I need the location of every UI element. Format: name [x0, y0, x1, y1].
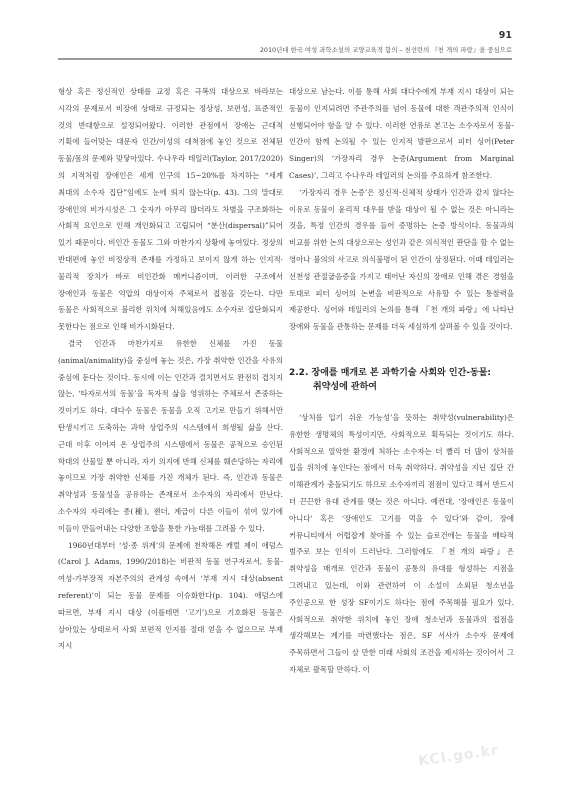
section-heading: [289, 366, 514, 394]
page-number: 91: [498, 30, 512, 41]
header-rule: [58, 58, 512, 60]
paragraph: 결국 인간과 마찬가지로 유한한 신체를 가진 동물(animal/animality)을 중심에 놓는 것은, 가장 취약한 인간을 사유의 중심에 둔다는 것이다. 동시에 이는 인간과 결치면서도 완전히 겹치지 않는, ‘타자로서의 동물’을 독자적 삶을 영위하는 주체로서 존중하는 것이기도 하다. 대다수 동물은 동물을 오직 고기로 만들기 위해서만 탄생시키고 도축하는 과학 상업주의 시스템에서 희생될 삶을 산다. 근대 이후 이어져 온 상업주의 시스템에서 동물은 공적으로 승인된 학대의 산물일 뿐 아니라, 자기 의지에 반해 신체를 훼손당하는 자리에 놓이므로 가장 취약한 신체를 가진 개체가 된다. 즉, 인간과 동물은 취약성과 동물성을 공유하는 존재로서 소수자의 자리에서 만난다. 소수자의 자리에는 종(種), 젠더, 계급이 다른 이들이 섞여 있기에 이들이 만들어내는 다양한 조합을 통한 가능태를 그려볼 수 있다.: [58, 338, 283, 533]
paragraph: ‘상처를 입기 쉬운 가능성’을 뜻하는 취약성(vulnerability)은 유한한 생명체의 특성이지만, 사회적으로 획득되는 것이기도 하다. 사회적으로 열악한 환경에 처하는 소수자는 더 빨리 더 많이 상처를 입을 위치에 놓인다는 점에서 더욱 취약하다. 취약성을 지닌 집단 간 이해관계가 충돌되기도 하므로 소수자끼리 점점이 있다고 해서 반드시 더 끈끈한 유대 관계를 맺는 것은 아니다. 예컨대, ‘장애인은 동물이 아니다’ 혹은 ‘장애인도 고기를 먹을 수 있다’와 같이, 장애 커뮤니티에서 어렵잡게 찾아볼 수 있는 슬로건에는 동물을 배타적 범주로 보는 인식이 드러난다. 그러함에도 『천 개의 파랑』은 취약성을 매개로 인간과 동물이 공통의 유대를 형성하는 지점을 그려내고 있는데, 이와 관련하여 이 소설이 소외된 청소년을 주인공으로 한 성장 SF이기도 하다는 점에 주목해볼 필요가 있다. 사회적으로 취약한 위치에 놓인 장애 청소년과 동물과의 접점을 생각해보는 계기를 마련했다는 점은, SF 서사가 소수자 문제에 주목하면서 그들이 살 만한 미래 사회의 조건을 제시하는 것이어서 그 자체로 괄목할 만하다. 이: [289, 412, 514, 674]
section-heading-line: 2.2. 장애를 매개로 본 과학기술 사회와 인간-동물:: [289, 367, 491, 378]
paragraph: ‘가장자리 경우 논증’은 정신적·신체적 상태가 인간과 같지 않다는 이유로 동물이 윤리적 대우를 받을 대상이 될 수 없는 것은 아니라는 것을, 특정 인간의 경우를 들어 증명하는 논증 방식이다. 동물과의 비교를 위한 논의 대상으로는 성인과 같은 의식적인 판단을 할 수 없는 영아나 불의의 사고로 의식불명이 된 인간이 상정된다. 이때 테일러는 선천성 관절굽음증을 가지고 태어난 자신의 장애로 인해 겪은 경험을 토대로 피터 싱어의 논변을 비판적으로 사유할 수 있는 통찰력을 제공한다. 싱어와 테일러의 논의를 통해 『천 개의 파랑』에 나타난 장애와 동물을 관통하는 문제를 더욱 세심하게 살펴볼 수 있을 것이다.: [289, 187, 514, 332]
paragraph: 대상으로 남는다. 이를 통해 사회 대다수에게 부재 지시 대상이 되는 동물이 인지되려면 주관주의를 넘어 동물에 대한 객관주의적 인식이 선행되어야 함을 알 수 있다. 이러한 연유로 본고는 소수자로서 동물-인간이 함께 논의될 수 있는 인지적 발판으로서 피터 싱어(Peter Singer)의 ‘가장자리 경우 논증(Argument from Marginal Cases)’, 그리고 수나우라 테일러의 논의를 주요하게 참조한다.: [289, 87, 514, 180]
watermark: KCI.go.kr: [417, 742, 500, 770]
paragraph: 형상 혹은 정신적인 상태를 교정 혹은 극복의 대상으로 바라보는 시각의 문제로서 비장애 상태로 규정되는 정상성, 보편성, 표준적인 것의 반대항으로 설정되어왔다. 이러한 관점에서 장애는 근대적 기획에 들어맞는 대문자 인간/이성의 대척점에 놓인 것으로 전체된 동물/몸의 문제와 맞닿아있다. 수나우라 테일러(Taylor, 2017/2020)의 지적처럼 장애인은 세계 인구의 15~20%를 차지하는 “세계 최대의 소수자 집단”임에도 눈에 띄지 않는다(p. 43). 그의 말대로 장애인의 비가시성은 그 숫자가 아무리 많더라도 차별을 구조화하는 사회적 요인으로 인해 개인화되고 고립되어 “분산(dispersal)”되어 있기 때문이다. 비인간 동물도 그와 마찬가지 상황에 놓여있다. 정상의 반대편에 놓인 비정상적 존재를 가정하고 보이지 않게 하는 인지적·물리적 장치가 바로 비인간화 메커니즘이며, 이러한 구조에서 장애인과 동물은 억압의 대상이자 주체로서 접점을 갖는다. 다만 동물은 사회적으로 불리한 위치에 처해있음에도 소수자로 집단화되지 못한다는 점으로 인해 비가시화된다.: [58, 87, 283, 332]
section-heading-line: 취약성에 관하여: [313, 381, 377, 392]
left-column: [58, 84, 283, 655]
right-column: [289, 84, 514, 679]
paragraph: 1960년대부터 ‘성·종 위계’의 문제에 천착해온 캐럴 제이 애덤스(Carol J. Adams, 1990/2018)는 비판적 동물 연구자로서, 동물-여성-가부장적 자본주의의 관계성 속에서 ‘부재 지시 대상(absent referent)’이 되는 동물 문제를 이슈화한다(p. 104). 애덤스에 따르면, 부재 지시 대상 (이를테면 ‘고기’)으로 기호화된 동물은 살아있는 상태로서 사회 보편적 인지를 절대 얻을 수 없으므로 부재 지시: [58, 540, 283, 651]
running-header: 2010년대 한국 여성 과학소설의 교양교육적 함의 – 천선란의 『천 개의 파랑』을 중심으로: [259, 46, 512, 54]
